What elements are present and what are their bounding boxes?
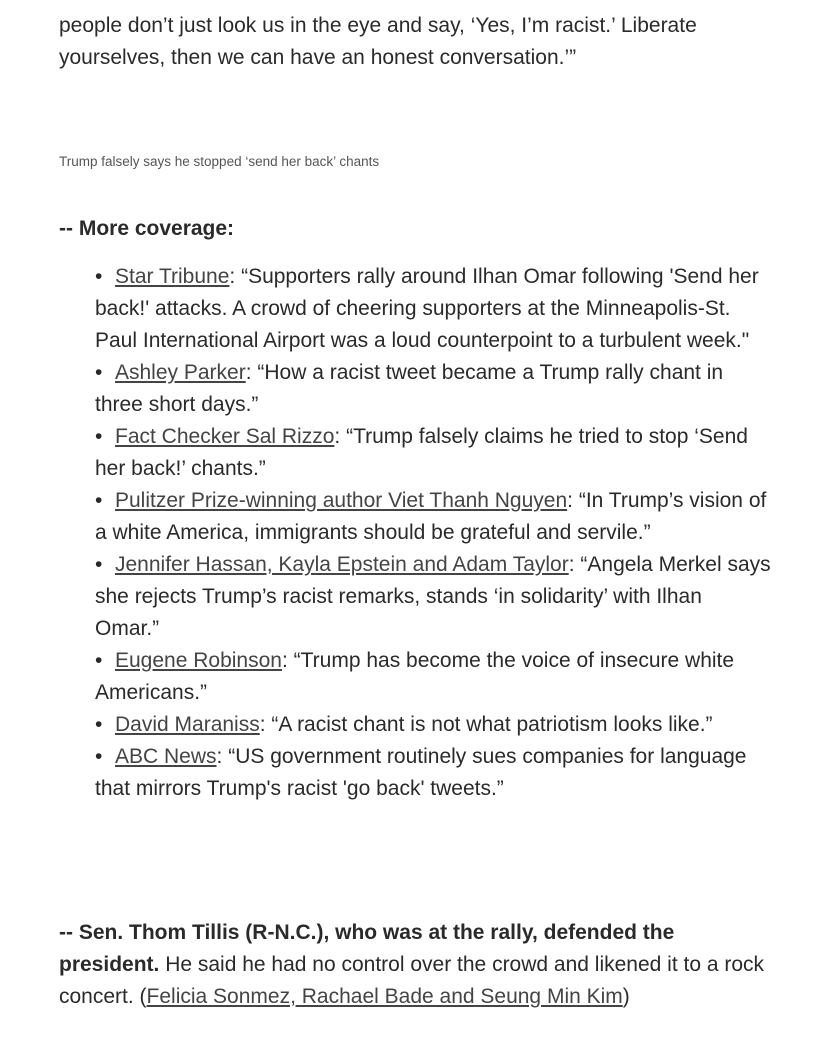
- source-link-viet-thanh-nguyen[interactable]: Pulitzer Prize-winning author Viet Thanh Nguyen: [115, 489, 568, 512]
- item-text: : “Trump has become the voice of insecure white Americans.”: [95, 649, 735, 704]
- bullet-marker: •: [95, 425, 103, 448]
- tillis-lead: -- Sen. Thom Tillis (R-N.C.), who was at the rally, defended the president.: [59, 921, 675, 976]
- source-link-sonmez-bade-kim[interactable]: Felicia Sonmez, Rachael Bade and Seung Min Kim: [146, 985, 623, 1008]
- item-text: : “How a racist tweet became a Trump rally chant in three short days.”: [95, 361, 724, 416]
- intro-paragraph: people don’t just look us in the eye and say, ‘Yes, I’m racist.’ Liberate yourselves, then we can have an honest conversation.’”: [59, 14, 697, 69]
- list-item: [95, 549, 771, 645]
- list-item: [95, 709, 771, 741]
- list-item: [95, 485, 771, 549]
- bullet-marker: •: [95, 713, 103, 736]
- more-coverage-heading: -- More coverage:: [59, 217, 235, 240]
- tillis-text: He said he had no control over the crowd and likened it to a rock concert. (: [59, 953, 765, 1008]
- coverage-list: [95, 261, 771, 805]
- source-link-star-tribune[interactable]: Star Tribune: [115, 265, 230, 288]
- list-item: [95, 645, 771, 709]
- source-link-ashley-parker[interactable]: Ashley Parker: [115, 361, 246, 384]
- list-item: [95, 421, 771, 485]
- item-text: : “US government routinely sues companies for language that mirrors Trump's racist 'go back' tweets.”: [95, 745, 747, 800]
- list-item: [95, 741, 771, 805]
- list-item: [95, 261, 771, 357]
- source-link-david-maraniss[interactable]: David Maraniss: [115, 713, 260, 736]
- source-link-eugene-robinson[interactable]: Eugene Robinson: [115, 649, 282, 672]
- list-item: [95, 357, 771, 421]
- bullet-marker: •: [95, 361, 103, 384]
- bullet-marker: •: [95, 489, 103, 512]
- source-link-hassan-epstein-taylor[interactable]: Jennifer Hassan, Kayla Epstein and Adam Taylor: [115, 553, 569, 576]
- item-text: : “Supporters rally around Ilhan Omar following 'Send her back!' attacks. A crowd of cheering supporters at the Minneapolis-St. Paul International Airport was a loud counterpoint to a turbulent week.": [95, 265, 759, 352]
- item-text: : “Trump falsely claims he tried to stop ‘Send her back!’ chants.”: [95, 425, 748, 480]
- bullet-marker: •: [95, 745, 103, 768]
- item-text: : “A racist chant is not what patriotism looks like.”: [259, 713, 713, 736]
- tillis-paragraph: [59, 917, 769, 1013]
- item-text: : “In Trump’s vision of a white America, immigrants should be grateful and servile.”: [95, 489, 767, 544]
- source-link-abc-news[interactable]: ABC News: [115, 745, 217, 768]
- bullet-marker: •: [95, 553, 103, 576]
- bullet-marker: •: [95, 265, 103, 288]
- source-link-sal-rizzo[interactable]: Fact Checker Sal Rizzo: [115, 425, 335, 448]
- item-text: : “Angela Merkel says she rejects Trump’s racist remarks, stands ‘in solidarity’ with Ilhan Omar.”: [95, 553, 771, 640]
- video-caption: Trump falsely says he stopped ‘send her back’ chants: [59, 154, 380, 169]
- tillis-close-paren: ): [622, 985, 630, 1008]
- bullet-marker: •: [95, 649, 103, 672]
